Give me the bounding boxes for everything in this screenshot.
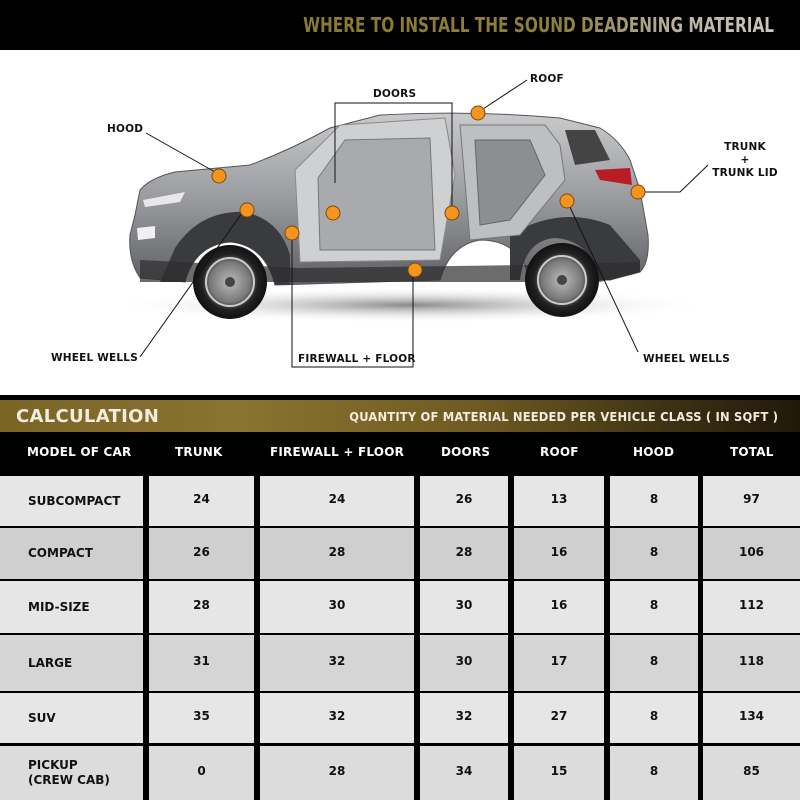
- marker-firewall: [285, 226, 299, 240]
- cell-model: SUV: [0, 693, 143, 743]
- cell-roof: 15: [514, 746, 604, 800]
- cell-model: SUBCOMPACT: [0, 476, 143, 526]
- cell-trunk: 35: [149, 693, 254, 743]
- cell-firewall-floor: 32: [260, 693, 414, 743]
- marker-front-door: [326, 206, 340, 220]
- cell-model: COMPACT: [0, 528, 143, 579]
- cell-trunk: 28: [149, 581, 254, 633]
- cell-total: 106: [703, 528, 800, 579]
- model-line1: PICKUP: [28, 758, 78, 772]
- callout-trunk: [712, 141, 778, 180]
- cell-firewall-floor: 30: [260, 581, 414, 633]
- cell-hood: 8: [610, 635, 698, 691]
- cell-firewall-floor: 28: [260, 746, 414, 800]
- cell-trunk: 26: [149, 528, 254, 579]
- header-doors: DOORS: [441, 445, 491, 459]
- cell-doors: 26: [420, 476, 508, 526]
- cell-total: 118: [703, 635, 800, 691]
- cell-total: 85: [703, 746, 800, 800]
- cell-model: LARGE: [0, 635, 143, 691]
- header-hood: HOOD: [633, 445, 675, 459]
- table-row: [0, 746, 800, 800]
- cell-doors: 34: [420, 746, 508, 800]
- cell-doors: 30: [420, 581, 508, 633]
- header-firewall-floor: FIREWALL + FLOOR: [270, 445, 405, 459]
- cell-roof: 17: [514, 635, 604, 691]
- callout-trunk-line2: +: [740, 154, 750, 166]
- cell-total: 112: [703, 581, 800, 633]
- table-row: [0, 528, 800, 579]
- header-roof: ROOF: [540, 445, 579, 459]
- marker-hood: [212, 169, 226, 183]
- cell-roof: 27: [514, 693, 604, 743]
- calculation-title: CALCULATION: [16, 406, 160, 427]
- marker-rear-wheel-well: [560, 194, 574, 208]
- title-banner: [0, 0, 800, 50]
- cell-total: 97: [703, 476, 800, 526]
- cell-roof: 16: [514, 581, 604, 633]
- table-row: [0, 635, 800, 691]
- marker-trunk: [631, 185, 645, 199]
- calculation-subtitle: QUANTITY OF MATERIAL NEEDED PER VEHICLE CLASS ( IN SQFT ): [349, 409, 778, 424]
- cell-trunk: 0: [149, 746, 254, 800]
- cell-doors: 28: [420, 528, 508, 579]
- cell-roof: 13: [514, 476, 604, 526]
- header-trunk: TRUNK: [175, 445, 223, 459]
- callout-hood: HOOD: [107, 123, 144, 135]
- cell-doors: 30: [420, 635, 508, 691]
- table-row: [0, 581, 800, 633]
- cell-trunk: 31: [149, 635, 254, 691]
- header-model: MODEL OF CAR: [27, 445, 132, 459]
- cell-firewall-floor: 32: [260, 635, 414, 691]
- marker-front-wheel-well: [240, 203, 254, 217]
- car-diagram: [0, 50, 800, 395]
- cell-firewall-floor: 28: [260, 528, 414, 579]
- cell-roof: 16: [514, 528, 604, 579]
- callout-trunk-line3: TRUNK LID: [712, 167, 778, 179]
- calculation-banner: [0, 400, 800, 432]
- car-illustration: [0, 50, 800, 395]
- cell-trunk: 24: [149, 476, 254, 526]
- table-row: [0, 693, 800, 743]
- page-title: WHERE TO INSTALL THE SOUND DEADENING MATERIAL: [303, 13, 774, 37]
- model-line2: (CREW CAB): [28, 773, 110, 787]
- callout-trunk-line1: TRUNK: [724, 141, 766, 153]
- marker-rear-door: [445, 206, 459, 220]
- cell-firewall-floor: 24: [260, 476, 414, 526]
- callout-firewall-floor: FIREWALL + FLOOR: [298, 353, 416, 365]
- table-row: [0, 476, 800, 526]
- cell-hood: 8: [610, 746, 698, 800]
- cell-hood: 8: [610, 476, 698, 526]
- marker-floor: [408, 263, 422, 277]
- cell-doors: 32: [420, 693, 508, 743]
- callout-doors: DOORS: [373, 88, 417, 100]
- table-header: [0, 432, 800, 474]
- cell-hood: 8: [610, 693, 698, 743]
- cell-hood: 8: [610, 581, 698, 633]
- callout-wheel-wells-front: WHEEL WELLS: [51, 352, 138, 364]
- callout-roof: ROOF: [530, 73, 564, 85]
- marker-roof: [471, 106, 485, 120]
- cell-model: [0, 746, 143, 800]
- cell-total: 134: [703, 693, 800, 743]
- cell-model: MID-SIZE: [0, 581, 143, 633]
- cell-hood: 8: [610, 528, 698, 579]
- callout-wheel-wells-rear: WHEEL WELLS: [643, 353, 730, 365]
- header-total: TOTAL: [730, 445, 774, 459]
